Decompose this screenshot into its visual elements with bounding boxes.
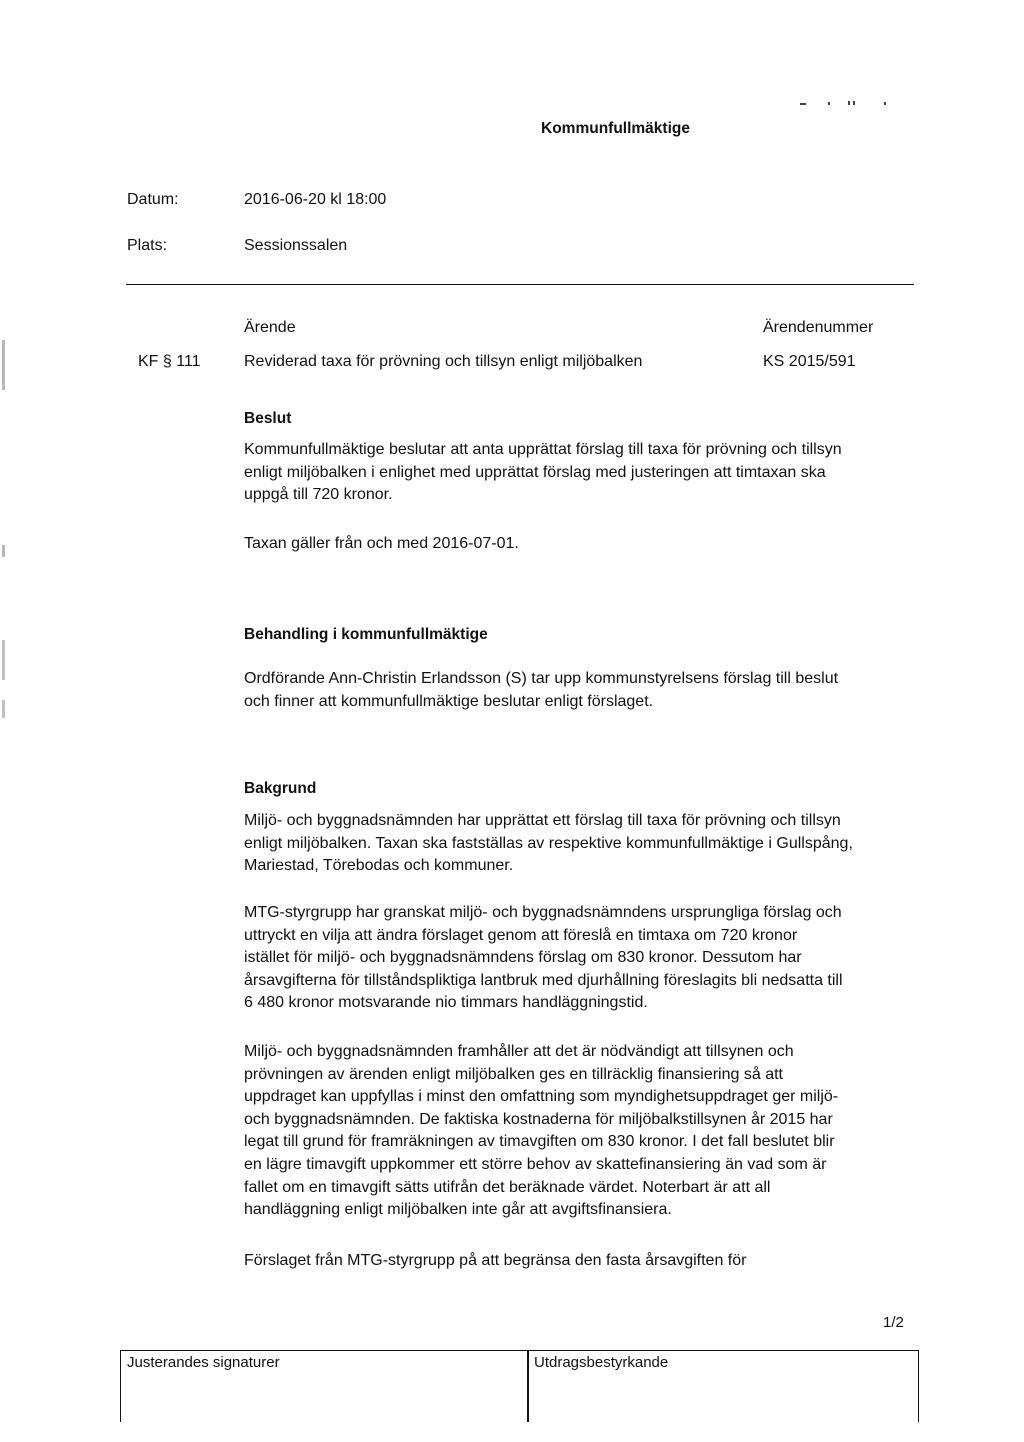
text-line: Kommunfullmäktige beslutar att anta upprättat förslag till taxa för prövning och tillsyn [244,441,842,458]
document-title: Kommunfullmäktige [541,120,690,137]
datum-label: Datum: [127,191,179,208]
bakgrund-paragraph-1 [244,810,924,878]
case-title: Reviderad taxa för prövning och tillsyn enligt miljöbalken [244,353,643,370]
arendenummer-column-header: Ärendenummer [763,319,874,336]
text-line: prövningen av ärenden enligt miljöbalken ges en tillräcklig finansiering så att [244,1065,783,1083]
text-line: Mariestad, Törebodas och kommuner. [244,857,514,875]
behandling-text [244,668,924,713]
text-line: MTG-styrgrupp har granskat miljö- och byggnadsnämndens ursprungliga förslag och [244,904,842,921]
beslut-effective-date: Taxan gäller från och med 2016-07-01. [244,535,519,552]
text-line: 6 480 kronor motsvarande nio timmars handläggningstid. [244,994,648,1012]
paragraph-number: KF § 111 [138,353,201,370]
bakgrund-paragraph-3 [244,1041,924,1222]
bakgrund-paragraph-2 [244,902,924,1015]
text-line: uppdraget kan uppfyllas i minst den omfattning som myndighetsuppdraget ger miljö- [244,1088,839,1106]
plats-label: Plats: [127,237,168,254]
text-line: legat till grund för framräkningen av timavgiften om 830 kronor. I det fall beslutet blir [244,1133,835,1151]
signature-box [120,1350,529,1422]
beslut-text [244,439,924,507]
text-line: Ordförande Ann-Christin Erlandsson (S) tar upp kommunstyrelsens förslag till beslut [244,670,839,687]
plats-value: Sessionssalen [244,237,348,254]
arende-column-header: Ärende [244,319,296,336]
text-line: enligt miljöbalken. Taxan ska fastställas av respektive kommunfullmäktige i Gullspång, [244,834,853,852]
header-divider [126,284,914,285]
text-line: enligt miljöbalken i enlighet med upprättat förslag med justeringen att timtaxan ska [244,463,826,481]
text-line: uttryckt en vilja att ändra förslaget genom att föreslå en timtaxa om 720 kronor [244,926,798,944]
behandling-heading: Behandling i kommunfullmäktige [244,626,488,643]
scan-artifact [2,545,5,557]
text-line: handläggning enligt miljöbalken inte går att avgiftsfinansiera. [244,1201,672,1219]
text-line: fallet om en timavgift sätts utifrån det beräknade värdet. Noterbart är att all [244,1178,771,1196]
text-line: årsavgifterna för tillståndspliktiga lantbruk med djurhållning föreslagits bli nedsatta till [244,971,843,989]
text-line: istället för miljö- och byggnadsnämndens förslag om 830 kronor. Dessutom har [244,949,802,967]
scan-artifact [2,640,5,680]
scan-artifact [2,700,5,718]
bakgrund-heading: Bakgrund [244,780,317,797]
text-line: en lägre timavgift uppkommer ett större behov av skattefinansiering än vad som är [244,1155,827,1173]
signature-label: Justerandes signaturer [127,1354,280,1371]
text-line: Miljö- och byggnadsnämnden har upprättat ett förslag till taxa för prövning och tillsyn [244,812,841,829]
scan-artifact [2,340,5,390]
datum-value: 2016-06-20 kl 18:00 [244,191,387,208]
page-number: 1/2 [883,1314,904,1331]
bakgrund-paragraph-4: Förslaget från MTG-styrgrupp på att begränsa den fasta årsavgiften för [244,1252,747,1269]
text-line: Miljö- och byggnadsnämnden framhåller att det är nödvändigt att tillsynen och [244,1043,794,1060]
extract-certification-label: Utdragsbestyrkande [534,1354,669,1371]
extract-certification-box [527,1350,919,1422]
text-line: uppgå till 720 kronor. [244,486,393,504]
text-line: och finner att kommunfullmäktige beslutar enligt förslaget. [244,692,654,710]
beslut-heading: Beslut [244,410,292,427]
text-line: och byggnadsnämnden. De faktiska kostnaderna för miljöbalkstillsynen år 2015 har [244,1110,833,1128]
case-number: KS 2015/591 [763,353,856,370]
header-marks [800,100,888,106]
